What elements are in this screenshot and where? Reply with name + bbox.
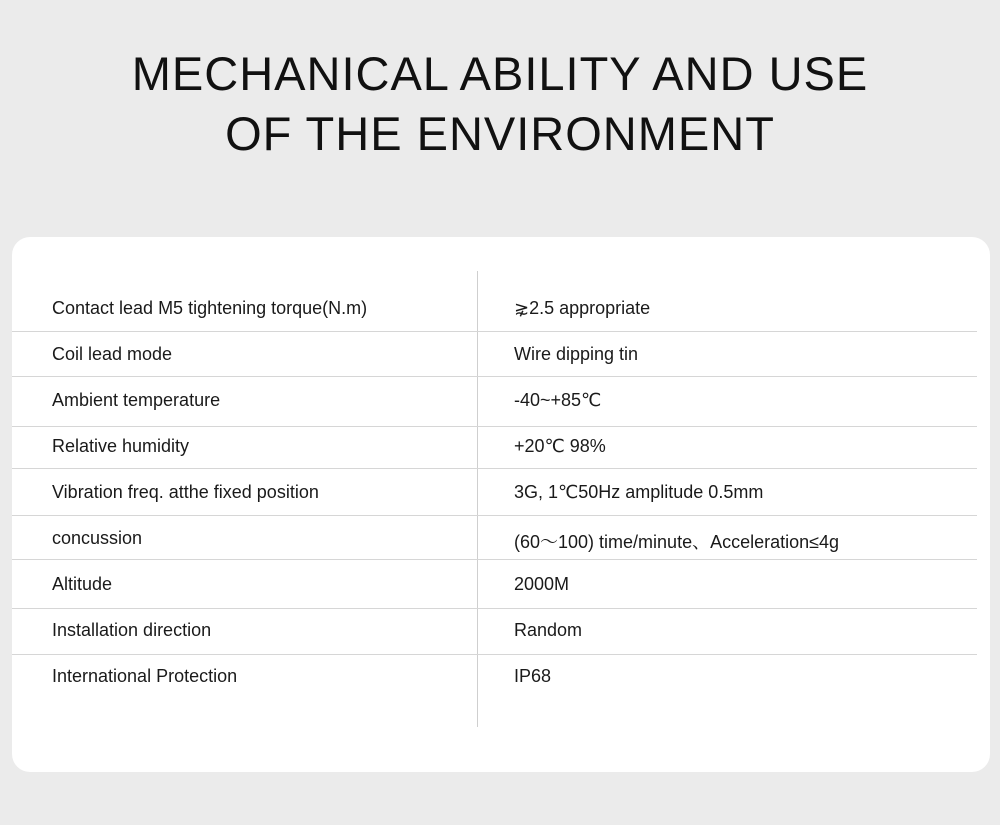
row-label: Altitude: [52, 574, 113, 594]
row-divider: [12, 559, 977, 560]
spec-table-card: [12, 237, 990, 772]
row-divider: [12, 331, 977, 332]
column-divider: [477, 271, 478, 727]
row-value: ⋧2.5 appropriate: [514, 298, 651, 318]
row-value: (60～100) time/minute、Acceleration≤4g: [514, 532, 840, 552]
row-value: Random: [514, 620, 583, 640]
row-label: Contact lead M5 tightening torque(N.m): [52, 298, 368, 318]
row-value: 3G, 1℃50Hz amplitude 0.5mm: [514, 482, 764, 502]
row-divider: [12, 654, 977, 655]
row-divider: [12, 376, 977, 377]
page-title-line-2: OF THE ENVIRONMENT: [225, 107, 775, 160]
page-title-line-1: MECHANICAL ABILITY AND USE: [131, 47, 869, 100]
row-label: Installation direction: [52, 620, 212, 640]
row-value: 2000M: [514, 574, 570, 594]
row-divider: [12, 468, 977, 469]
row-label: International Protection: [52, 666, 238, 686]
row-label: Ambient temperature: [52, 390, 221, 410]
row-value: IP68: [514, 666, 552, 686]
row-label: Relative humidity: [52, 436, 190, 456]
row-value: Wire dipping tin: [514, 344, 639, 364]
row-label: Coil lead mode: [52, 344, 173, 364]
row-divider: [12, 608, 977, 609]
page-title: [0, 44, 1000, 164]
row-divider: [12, 426, 977, 427]
row-divider: [12, 515, 977, 516]
row-value: +20℃ 98%: [514, 436, 606, 456]
row-label: concussion: [52, 528, 143, 548]
row-label: Vibration freq. atthe fixed position: [52, 482, 319, 502]
row-value: -40~+85℃: [514, 390, 602, 410]
